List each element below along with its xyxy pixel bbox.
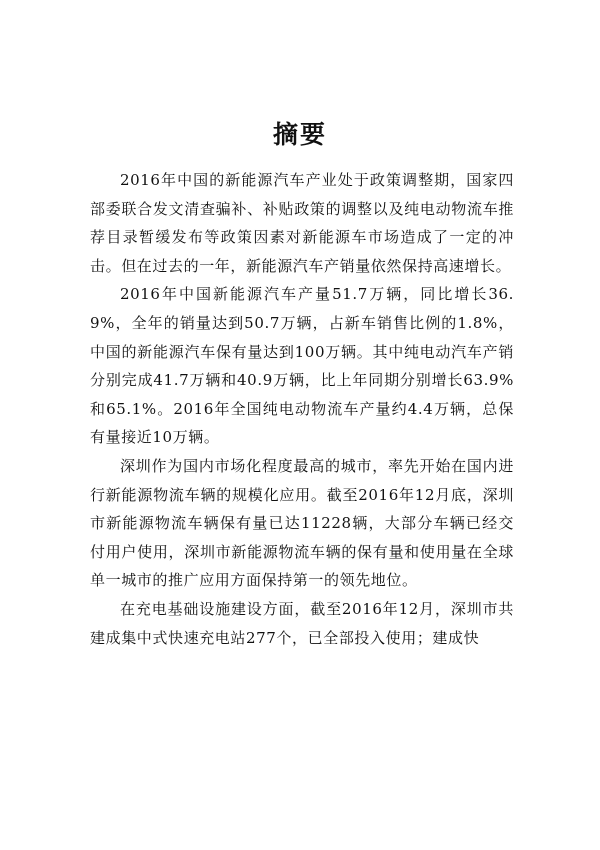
paragraph-4: 在充电基础设施建设方面，截至2016年12月，深圳市共建成集中式快速充电站277个，已全部投入使用；建成快 xyxy=(90,599,514,647)
abstract-body xyxy=(90,166,514,652)
document-title: 摘要 xyxy=(272,119,327,149)
paragraph-3: 深圳作为国内市场化程度最高的城市，率先开始在国内进行新能源物流车辆的规模化应用。截至2016年12月底，深圳市新能源物流车辆保有量已达11228辆，大部分车辆已经交付用户使用，深圳市新能源物流车辆的保有量和使用量在全球单一城市的推广应用方面保持第一的领先地位。 xyxy=(90,456,514,590)
paragraph-1: 2016年中国的新能源汽车产业处于政策调整期，国家四部委联合发文清查骗补、补贴政策的调整以及纯电动物流车推荐目录暂缓发布等政策因素对新能源车市场造成了一定的冲击。但在过去的一年，新能源汽车产销量依然保持高速增长。 xyxy=(90,171,514,275)
paragraph-2: 2016年中国新能源汽车产量51.7万辆，同比增长36.9%，全年的销量达到50.7万辆，占新车销售比例的1.8%，中国的新能源汽车保有量达到100万辆。其中纯电动汽车产销分别完成41.7万辆和40.9万辆，比上年同期分别增长63.9%和65.1%。2016年全国纯电动物流车产量约4.4万辆，总保有量接近10万辆。 xyxy=(90,285,514,447)
